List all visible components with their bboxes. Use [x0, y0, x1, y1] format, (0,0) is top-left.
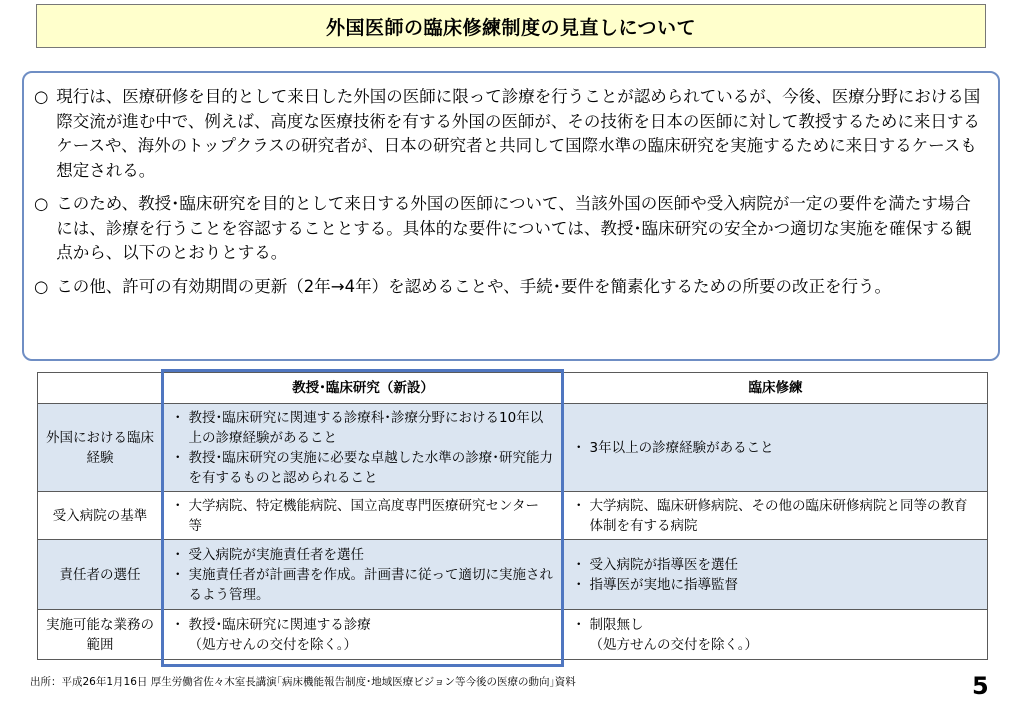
summary-text: 現行は、医療研修を目的として来日した外国の医師に限って診療を行うことが認められているが、今後、医療分野における国際交流が進む中で、例えば、高度な医療技術を有する外国の医師が、その技術を日本の医師に対して教授するために来日するケースや、海外のトップクラスの研究者が、日本の研究者と共同して国際水準の臨床研究を実施するために来日するケースも想定される。 — [56, 87, 981, 180]
slide-title: 外国医師の臨床修練制度の見直しについて — [36, 4, 986, 48]
table-row — [38, 610, 988, 660]
page-number: 5 — [972, 672, 989, 700]
summary-bullet — [34, 85, 984, 183]
cell-text: 制限無し — [589, 616, 644, 633]
bullet-dot-icon: ・ — [171, 546, 185, 563]
bullet-dot-icon: ・ — [572, 556, 586, 573]
source-note: 出所：平成26年1月16日 厚生労働省佐々木室長講演｢病床機能報告制度･地域医療ビジョン等今後の医療の動向｣資料 — [30, 676, 576, 688]
table-header-row — [38, 373, 988, 404]
cell-text: 指導医が実地に指導監督 — [589, 576, 739, 593]
summary-text: この他、許可の有効期間の更新（2年→4年）を認めることや、手続･要件を簡素化するための所要の改正を行う。 — [56, 276, 892, 296]
header-empty — [38, 373, 163, 404]
cell-text: 実施責任者が計画書を作成。計画書に従って適切に実施されるよう管理。 — [188, 566, 554, 603]
bullet-dot-icon: ・ — [572, 439, 586, 456]
cell-new — [163, 492, 564, 540]
table-row — [38, 540, 988, 610]
cell-training — [564, 540, 988, 610]
circle-bullet-icon: ○ — [34, 276, 49, 296]
cell-text: 大学病院、臨床研修病院、その他の臨床研修病院と同等の教育体制を有する病院 — [589, 497, 968, 534]
summary-bullet — [34, 192, 984, 266]
cell-text: （処方せんの交付を除く。） — [589, 636, 759, 653]
cell-text: 受入病院が実施責任者を選任 — [188, 546, 365, 563]
cell-new — [163, 404, 564, 492]
bullet-dot-icon: ・ — [171, 449, 185, 466]
cell-text: 大学病院、特定機能病院、国立高度専門医療研究センター 等 — [188, 497, 553, 534]
header-clinical-training: 臨床修練 — [564, 373, 988, 404]
cell-new — [163, 540, 564, 610]
row-label: 責任者の選任 — [38, 540, 163, 610]
table-row — [38, 404, 988, 492]
cell-text: 教授･臨床研究に関連する診療科･診療分野における10年以上の診療経験があること — [188, 409, 544, 446]
bullet-dot-icon: ・ — [572, 497, 586, 514]
circle-bullet-icon: ○ — [34, 194, 49, 213]
bullet-dot-icon: ・ — [171, 616, 185, 633]
cell-training — [564, 492, 988, 540]
requirements-table — [37, 372, 988, 660]
summary-text: このため、教授･臨床研究を目的として来日する外国の医師について、当該外国の医師や受入病院が一定の要件を満たす場合には、診療を行うことを容認することとする。具体的な要件については、教授･臨床研究の安全かつ適切な実施を確保する観点から、以下のとおりとする。 — [56, 194, 972, 262]
circle-bullet-icon: ○ — [34, 87, 49, 106]
cell-training — [564, 610, 988, 660]
table-row — [38, 492, 988, 540]
cell-text: 受入病院が指導医を選任 — [589, 556, 739, 573]
cell-training — [564, 404, 988, 492]
bullet-dot-icon: ・ — [171, 566, 185, 583]
row-label: 外国における臨床経験 — [38, 404, 163, 492]
bullet-dot-icon: ・ — [171, 497, 185, 514]
bullet-dot-icon: ・ — [572, 576, 586, 593]
bullet-dot-icon: ・ — [572, 616, 586, 633]
cell-text: 教授･臨床研究の実施に必要な卓越した水準の診療･研究能力を有するものと認められること — [188, 449, 554, 486]
cell-text: 教授･臨床研究に関連する診療 — [188, 616, 371, 633]
summary-bullet — [34, 275, 984, 300]
row-label: 受入病院の基準 — [38, 492, 163, 540]
cell-text: （処方せんの交付を除く。） — [188, 636, 358, 653]
bullet-dot-icon: ・ — [171, 409, 185, 426]
summary-box — [22, 71, 1000, 361]
cell-text: 3年以上の診療経験があること — [589, 439, 774, 456]
cell-new — [163, 610, 564, 660]
row-label: 実施可能な業務の範囲 — [38, 610, 163, 660]
header-new-research: 教授･臨床研究（新設） — [163, 373, 564, 404]
